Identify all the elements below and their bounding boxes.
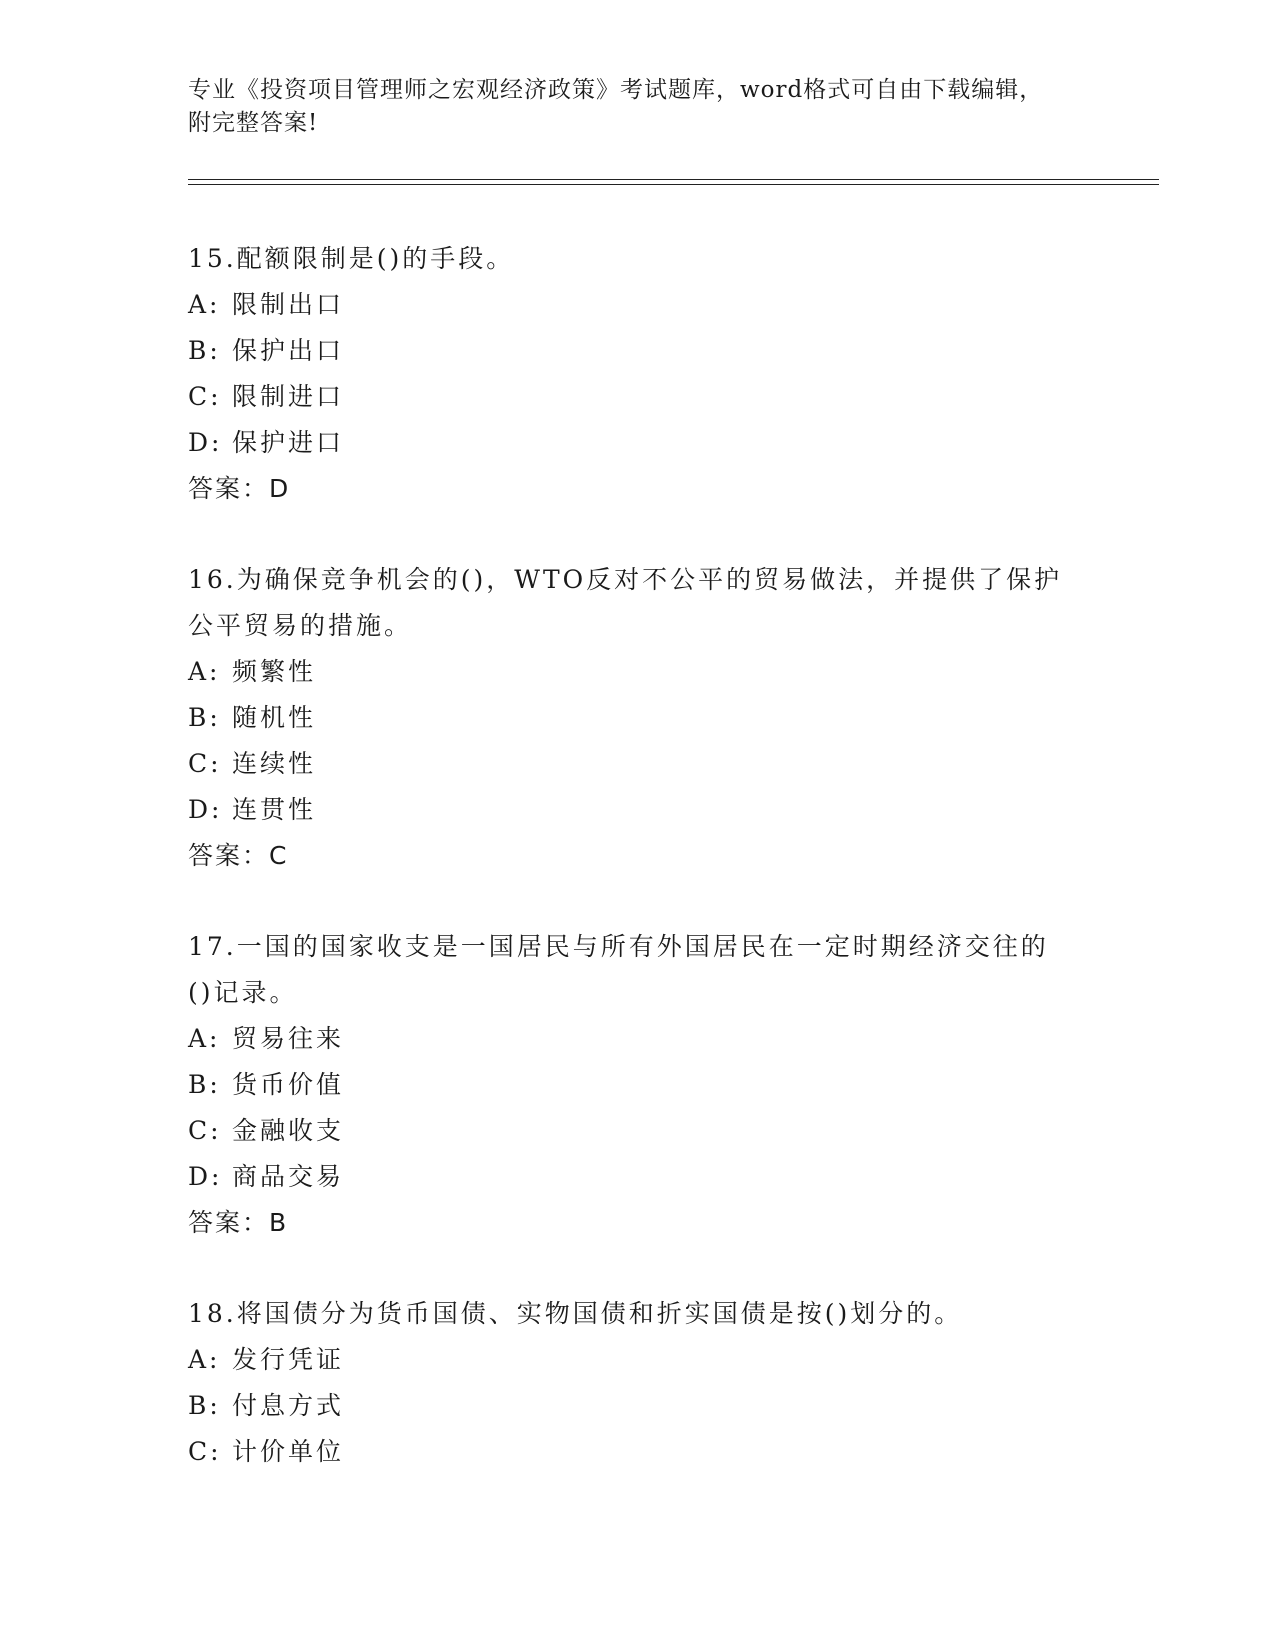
question-15 xyxy=(188,236,1088,512)
option-text: 货币价值 xyxy=(232,1070,345,1099)
option-text: 频繁性 xyxy=(232,657,317,686)
header-divider-top xyxy=(188,179,1159,180)
option-text: 保护进口 xyxy=(232,428,345,457)
question-stem-line: ()记录。 xyxy=(188,978,298,1007)
option-key: B: xyxy=(188,1070,221,1099)
option-text: 贸易往来 xyxy=(232,1024,345,1053)
option-key: C: xyxy=(188,1437,222,1466)
document-header xyxy=(188,74,1088,140)
option-key: C: xyxy=(188,1116,222,1145)
option-text: 商品交易 xyxy=(232,1162,345,1191)
option-key: B: xyxy=(188,336,221,365)
option-b xyxy=(188,1383,1088,1429)
option-text: 计价单位 xyxy=(232,1437,345,1466)
option-text: 限制出口 xyxy=(232,290,345,319)
option-key: C: xyxy=(188,749,222,778)
option-text: 金融收支 xyxy=(232,1116,345,1145)
option-text: 付息方式 xyxy=(232,1391,345,1420)
option-key: D: xyxy=(188,428,223,457)
option-d xyxy=(188,420,1088,466)
option-key: B: xyxy=(188,703,221,732)
question-stem-line: 15.配额限制是()的手段。 xyxy=(188,244,515,273)
option-text: 随机性 xyxy=(232,703,317,732)
option-key: C: xyxy=(188,382,222,411)
option-b xyxy=(188,695,1088,741)
option-c xyxy=(188,374,1088,420)
question-stem xyxy=(188,236,1088,282)
option-key: D: xyxy=(188,1162,223,1191)
header-line-1: 专业《投资项目管理师之宏观经济政策》考试题库，word格式可自由下载编辑， xyxy=(188,77,1044,103)
question-stem-line: 17.一国的国家收支是一国居民与所有外国居民在一定时期经济交往的 xyxy=(188,932,1049,961)
question-stem-line: 16.为确保竞争机会的()，WTO反对不公平的贸易做法，并提供了保护 xyxy=(188,565,1063,594)
answer-label: 答案： xyxy=(188,841,270,870)
question-stem-line: 公平贸易的措施。 xyxy=(188,611,413,640)
option-c xyxy=(188,1429,1088,1475)
question-17 xyxy=(188,924,1088,1246)
option-key: A: xyxy=(188,290,221,319)
question-stem xyxy=(188,924,1088,1016)
option-text: 限制进口 xyxy=(232,382,345,411)
option-key: A: xyxy=(188,1024,221,1053)
question-16 xyxy=(188,557,1088,879)
answer-value: C xyxy=(269,841,289,870)
answer-label: 答案： xyxy=(188,1208,270,1237)
option-a xyxy=(188,1016,1088,1062)
answer-line xyxy=(188,833,1088,879)
answer-line xyxy=(188,1200,1088,1246)
question-stem-line: 18.将国债分为货币国债、实物国债和折实国债是按()划分的。 xyxy=(188,1299,963,1328)
answer-value: D xyxy=(269,474,291,503)
option-key: B: xyxy=(188,1391,221,1420)
option-text: 保护出口 xyxy=(232,336,345,365)
option-text: 发行凭证 xyxy=(232,1345,345,1374)
option-b xyxy=(188,1062,1088,1108)
option-a xyxy=(188,282,1088,328)
question-stem xyxy=(188,1291,1088,1337)
option-a xyxy=(188,649,1088,695)
option-key: D: xyxy=(188,795,223,824)
option-b xyxy=(188,328,1088,374)
option-a xyxy=(188,1337,1088,1383)
option-c xyxy=(188,1108,1088,1154)
answer-line xyxy=(188,466,1088,512)
option-d xyxy=(188,787,1088,833)
option-d xyxy=(188,1154,1088,1200)
answer-label: 答案： xyxy=(188,474,270,503)
question-18 xyxy=(188,1291,1088,1475)
question-stem xyxy=(188,557,1088,649)
option-key: A: xyxy=(188,1345,221,1374)
header-line-2: 附完整答案! xyxy=(188,110,319,136)
option-key: A: xyxy=(188,657,221,686)
option-text: 连贯性 xyxy=(232,795,317,824)
answer-value: B xyxy=(269,1208,289,1237)
option-text: 连续性 xyxy=(232,749,317,778)
header-divider-bottom xyxy=(188,184,1159,185)
option-c xyxy=(188,741,1088,787)
question-list xyxy=(188,236,1088,1520)
